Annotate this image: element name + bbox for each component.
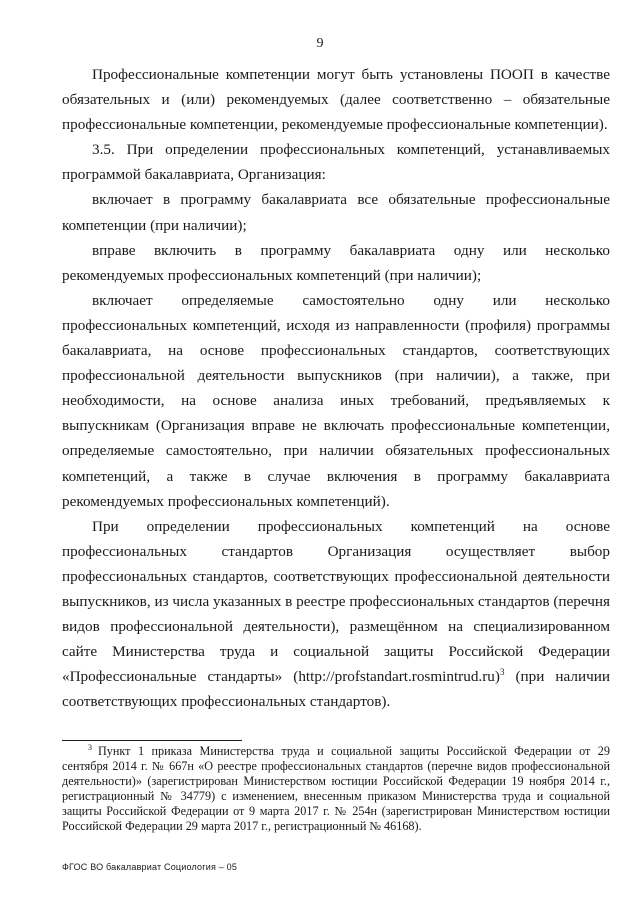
footnote-reference[interactable]: 3 (499, 667, 505, 678)
footnote-text: Пункт 1 приказа Министерства труда и социальной защиты Российской Федерации от 29 сентября 2014 г. № 667н «О реестре профессиональных стандартов (перечне видов профессиональной деятельности)» (зарегистрирован Министерством юстиции Российской Федерации 19 ноября 2014 г., регистрационный № 34779) с изменением, внесенным приказом Министерства труда и социальной защиты Российской Федерации от 9 марта 2017 г. № 254н (зарегистрирован Министерством юстиции Российской Федерации 29 марта 2017 г., регистрационный № 46168). (62, 744, 610, 833)
page-number: 9 (316, 36, 324, 51)
paragraph-self-defined: включает определяемые самостоятельно одну или несколько профессиональных компетенций, исходя из направленности (профиля) программы бакалавриата, на основе профессиональных стандартов, соответствующих профессиональной деятельности выпускников (при наличии), а также, при необходимости, на основе анализа иных требований, предъявляемых к выпускникам (Организация вправе не включать профессиональные компетенции, определяемые самостоятельно, при наличии обязательных профессиональных компетенций, а также в случае включения в программу бакалавриата рекомендуемых профессиональных компетенций). (62, 291, 610, 510)
paragraph-recommended: вправе включить в программу бакалавриата одну или несколько рекомендуемых профессиональных компетенций (при наличии); (62, 241, 610, 284)
paragraph-prof-standards (62, 514, 610, 715)
footnote (62, 744, 610, 834)
paragraph-3-5: 3.5. При определении профессиональных компетенций, устанавливаемых программой бакалавриата, Организация: (62, 141, 610, 184)
paragraph-competencies-intro: Профессиональные компетенции могут быть установлены ПООП в качестве обязательных и (или) рекомендуемых (далее соответственно – обязательные профессиональные компетенции, рекомендуемые профессиональные компетенции). (62, 66, 610, 134)
footer-label: ФГОС ВО бакалавриат Социология – 05 (62, 862, 238, 872)
footnote-divider (62, 740, 242, 741)
paragraph-mandatory: включает в программу бакалавриата все обязательные профессиональные компетенции (при наличии); (62, 191, 610, 234)
document-body (62, 62, 610, 714)
footnote-mark: 3 (88, 742, 92, 752)
paragraph-prof-standards-tail: (при наличии соответствующих профессиональных стандартов). (62, 668, 611, 711)
paragraph-prof-standards-text: При определении профессиональных компетенций на основе профессиональных стандартов Организация осуществляет выбор профессиональных стандартов, соответствующих профессиональной деятельности выпускников, из числа указанных в реестре профессиональных стандартов (перечня видов профессиональной деятельности), размещённом на специализированном сайте Министерства труда и социальной защиты Российской Федерации «Профессиональные стандарты» (http://profstandart.rosmintrud.ru) (62, 517, 610, 686)
